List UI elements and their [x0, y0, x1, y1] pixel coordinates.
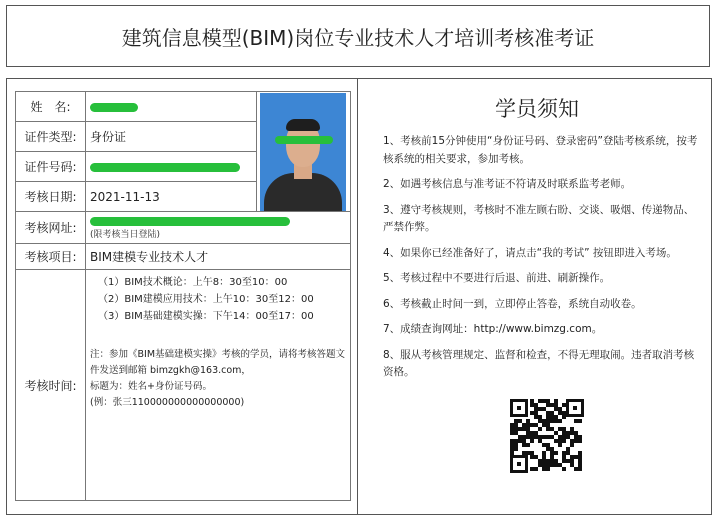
candidate-info [15, 91, 351, 500]
name-value [86, 92, 257, 122]
qr-module [538, 427, 542, 431]
qr-module [562, 403, 566, 407]
qr-module [534, 467, 538, 471]
exam-url-value [86, 212, 351, 244]
qr-module [530, 439, 534, 443]
qr-module [526, 443, 530, 447]
qr-module [578, 419, 582, 423]
rule-item: 3、遵守考核规则，考核时不准左顾右盼、交谈、吸烟、传递物品、严禁作弊。 [383, 203, 695, 233]
photo-hair [286, 119, 320, 131]
qr-module [562, 415, 566, 419]
admission-card [6, 78, 712, 515]
schedule-item: （1）BIM技术概论：上午8：30至10：00 [98, 277, 288, 288]
qr-module [558, 443, 562, 447]
rule-item: 1、考核前15分钟使用“身份证号码、登录密码”登陆考核系统，按考核系统的相关要求，参加考核。 [383, 135, 698, 165]
redaction-bar [90, 163, 240, 172]
exam-project-value: BIM建模专业技术人才 [86, 244, 351, 270]
qr-module [546, 467, 550, 471]
qr-module [554, 451, 558, 455]
rules-list [367, 133, 707, 382]
rule-item: 6、考核截止时间一到，立即停止答卷，系统自动收卷。 [383, 297, 642, 310]
id-type-label: 证件类型: [16, 122, 86, 152]
divider [357, 79, 358, 514]
qr-module [562, 439, 566, 443]
redaction-bar [90, 217, 290, 226]
id-type-value: 身份证 [86, 122, 257, 152]
notice-panel [367, 79, 707, 514]
url-note: (限考核当日登陆) [90, 229, 161, 240]
page-title [6, 5, 710, 67]
note-text: 标题为：姓名+身份证号码。 [90, 381, 212, 392]
exam-date-label: 考核日期: [16, 182, 86, 212]
qr-finder [566, 399, 584, 417]
id-number-label: 证件号码: [16, 152, 86, 182]
qr-module [562, 467, 566, 471]
rule-item: 4、如果你已经准备好了，请点击“我的考试” 按钮即进入考场。 [383, 246, 677, 259]
note-text: 注：参加《BIM基础建模实操》考核的学员，请将考核答题文件发送到邮箱 bimzgkh@163.com， [90, 349, 346, 376]
candidate-photo [260, 93, 346, 211]
notice-heading: 学员须知 [495, 97, 579, 121]
qr-module [558, 419, 562, 423]
title-text: 建筑信息模型(BIM)岗位专业技术人才培训考核准考证 [121, 25, 595, 50]
qr-module [514, 447, 518, 451]
id-number-value [86, 152, 257, 182]
qr-module [570, 443, 574, 447]
qr-finder [510, 455, 528, 473]
schedule-item: （3）BIM基础建模实操：下午14：00至17：00 [98, 311, 314, 322]
photo-cell [257, 92, 351, 212]
exam-time-label: 考核时间: [16, 270, 86, 501]
qr-module [510, 451, 514, 455]
qr-module [578, 439, 582, 443]
exam-project-label: 考核项目: [16, 244, 86, 270]
exam-date-value: 2021-11-13 [86, 182, 257, 212]
qr-code [510, 399, 584, 473]
rule-item: 2、如遇考核信息与准考证不符请及时联系监考老师。 [383, 178, 632, 190]
redaction-bar [90, 103, 138, 112]
exam-time-value [86, 270, 351, 501]
rule-item: 7、成绩查询网址：http://www.bimzg.com。 [383, 323, 603, 335]
rule-item: 8、服从考核管理规定、监督和检查，不得无理取闹。违者取消考核资格。 [383, 348, 695, 378]
name-label: 姓 名: [16, 92, 86, 122]
photo-redaction-bar [275, 136, 333, 144]
schedule-item: （2）BIM建模应用技术：上午10：30至12：00 [98, 294, 314, 305]
qr-module [578, 467, 582, 471]
qr-finder [510, 399, 528, 417]
exam-url-label: 考核网址: [16, 212, 86, 244]
rule-item: 5、考核过程中不要进行后退、前进、刷新操作。 [383, 272, 611, 284]
note-example: (例：张三110000000000000000) [90, 397, 245, 408]
info-table [15, 91, 351, 501]
